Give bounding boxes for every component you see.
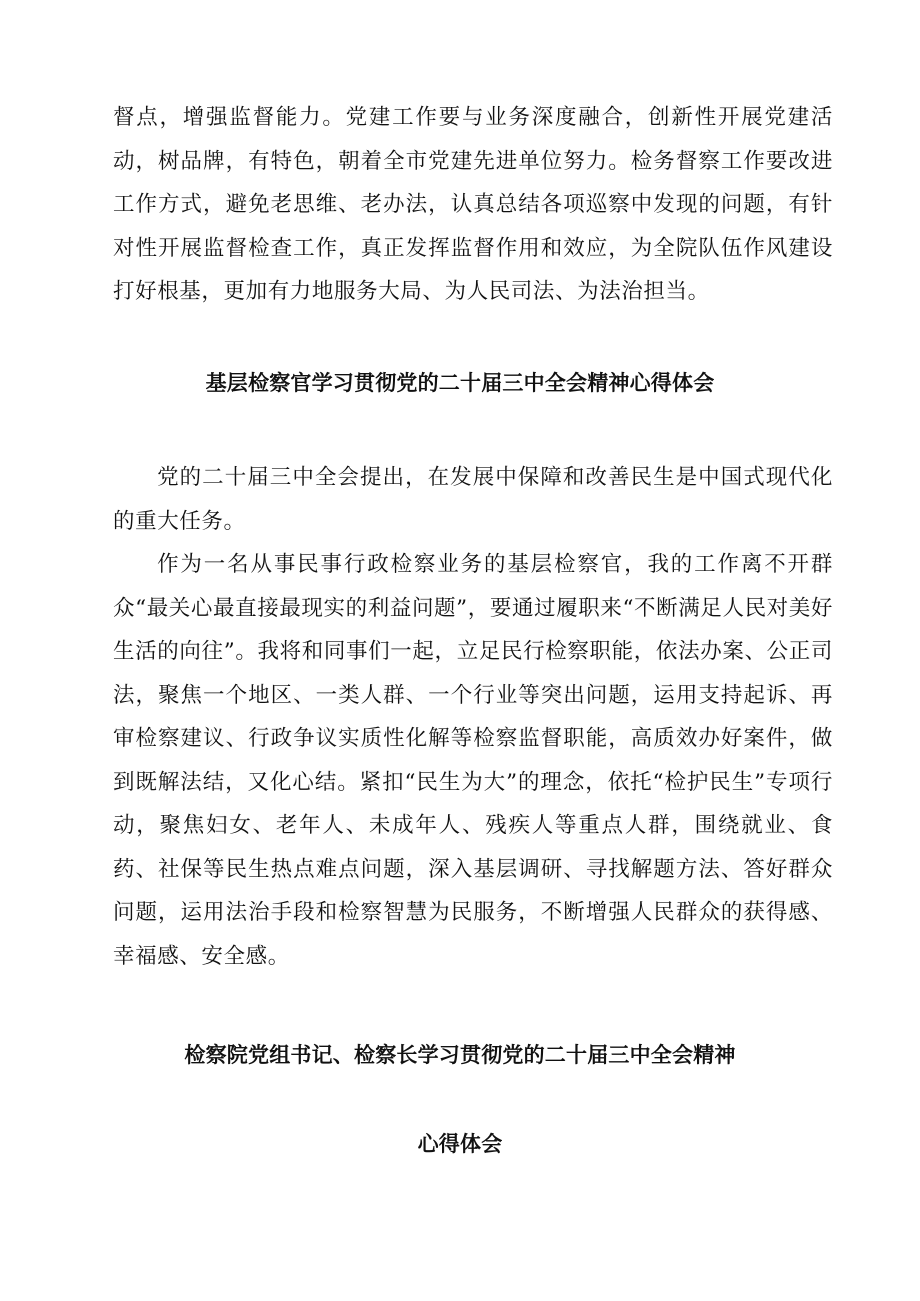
section1-paragraph-1: 党的二十届三中全会提出，在发展中保障和改善民生是中国式现代化的重大任务。 (113, 465, 833, 534)
continuation-paragraph: 督点，增强监督能力。党建工作要与业务深度融合，创新性开展党建活动，树品牌，有特色，朝着全市党建先进单位努力。检务督察工作要改进工作方式，避免老思维、老办法，认真总结各项巡察中发现的问题，有针对性开展监督检查工作，真正发挥监督作用和效应，为全院队伍作风建设打好根基，更加有力地服务大局、为人民司法、为法治担当。 (113, 105, 833, 304)
section-title-chief-prosecutor-line1: 检察院党组书记、检察长学习贯彻党的二十届三中全会精神 (184, 1043, 736, 1067)
section-title-grassroots-prosecutor: 基层检察官学习贯彻党的二十届三中全会精神心得体会 (205, 371, 715, 395)
section1-paragraph-2: 作为一名从事民事行政检察业务的基层检察官，我的工作离不开群众“最关心最直接最现实的利益问题”，要通过履职来“不断满足人民对美好生活的向往”。我将和同事们一起，立足民行检察职能，依法办案、公正司法，聚焦一个地区、一类人群、一个行业等突出问题，运用支持起诉、再审检察建议、行政争议实质性化解等检察监督职能，高质效办好案件，做到既解法结，又化心结。紧扣“民生为大”的理念，依托“检护民生”专项行动，聚焦妇女、老年人、未成年人、残疾人等重点人群，围绕就业、食药、社保等民生热点难点问题，深入基层调研、寻找解题方法、答好群众问题，运用法治手段和检察智慧为民服务，不断增强人民群众的获得感、幸福感、安全感。 (113, 552, 833, 969)
section-title-chief-prosecutor-line2: 心得体会 (417, 1132, 503, 1156)
